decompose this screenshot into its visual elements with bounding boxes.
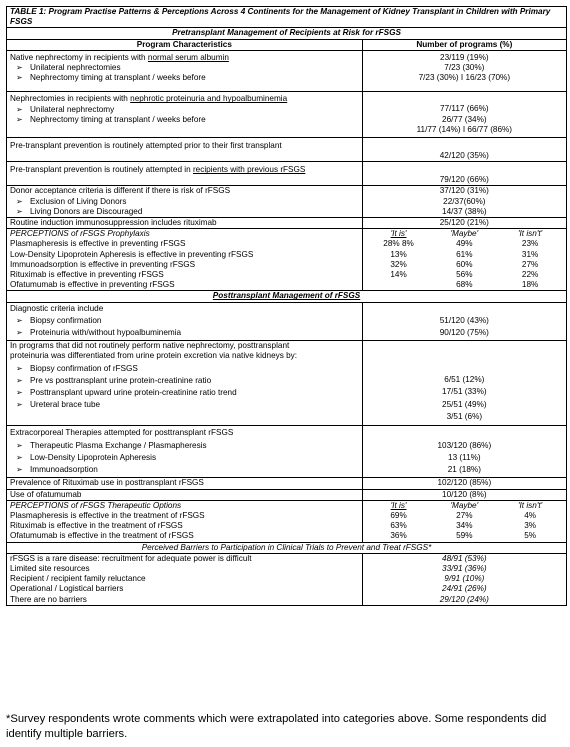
row-value: 6/51 (12%) <box>444 375 485 385</box>
row-value: 103/120 (86%) <box>437 440 492 450</box>
bullet-arrow-icon: ➢ <box>16 465 23 475</box>
row-value: 79/120 (66%) <box>439 175 489 185</box>
bullet-arrow-icon: ➢ <box>16 363 23 373</box>
barrier-label: There are no barriers <box>10 594 87 604</box>
barrier-label: Limited site resources <box>10 563 90 573</box>
perception-maybe: 27% <box>456 510 473 520</box>
row-value: 13 (11%) <box>448 452 481 462</box>
perception-no: 3% <box>524 521 537 531</box>
perception-maybe: 60% <box>456 259 473 269</box>
title-row <box>7 7 567 28</box>
perception-header-maybe: 'Maybe' <box>450 229 479 239</box>
perception-no: 23% <box>521 239 539 249</box>
pretransplant-header-row <box>7 28 567 39</box>
perception-label: Low-Density Lipoprotein Apheresis is effective in preventing rFSGS <box>10 249 254 259</box>
row-value: 42/120 (35%) <box>439 151 489 161</box>
row-value: 3/51 (6%) <box>446 411 483 421</box>
perception-no: 31% <box>521 249 539 259</box>
row-label: Use of ofatumumab <box>7 489 363 500</box>
bullet-arrow-icon: ➢ <box>16 452 23 462</box>
bullet-arrow-icon: ➢ <box>16 206 23 216</box>
row-value: 17/51 (33%) <box>442 387 487 397</box>
barrier-label: rFSGS is a rare disease: recruitment for adequate power is difficult <box>10 553 252 563</box>
table-row <box>7 302 567 341</box>
barriers-header-row <box>7 542 567 553</box>
row-value: 25/51 (49%) <box>442 399 487 409</box>
row-value: 102/120 (85%) <box>362 478 566 489</box>
barrier-value: 24/91 (26%) <box>442 584 487 594</box>
bullet-arrow-icon: ➢ <box>16 375 23 385</box>
bullet-label: Biopsy confirmation <box>30 315 102 325</box>
perception-label: Ofatumumab is effective in the treatment of rFSGS <box>10 531 194 541</box>
perception-maybe: 49% <box>456 239 473 249</box>
perceptions-heading: PERCEPTIONS of rFSGS Therapeutic Options <box>10 500 182 510</box>
row-value: 37/120 (31%) <box>439 186 489 196</box>
row-label: Pre-transplant prevention is routinely attempted in <box>10 165 193 175</box>
row-value: 7/23 (30%) <box>444 63 485 73</box>
bullet-arrow-icon: ➢ <box>16 114 23 124</box>
bullet-arrow-icon: ➢ <box>16 196 23 206</box>
perception-no: 5% <box>524 531 537 541</box>
bullet-arrow-icon: ➢ <box>16 315 23 325</box>
barrier-label: Recipient / recipient family reluctance <box>10 574 146 584</box>
table-row <box>7 341 567 425</box>
program-table <box>6 6 567 606</box>
table-row <box>7 218 567 229</box>
barrier-value: 33/91 (36%) <box>442 563 487 573</box>
perception-label: Rituximab is effective in preventing rFSGS <box>10 270 164 280</box>
row-label-underlined: nephrotic proteinuria and hypoalbuminemia <box>130 94 288 104</box>
perception-yes: 28% 8% <box>383 239 414 249</box>
bullet-label: Ureteral brace tube <box>30 400 101 410</box>
table-row <box>7 478 567 489</box>
perception-yes: 69% <box>390 510 407 520</box>
perception-yes: 32% <box>390 259 407 269</box>
bullet-label: Pre vs posttransplant urine protein-creatinine ratio <box>30 375 212 385</box>
col-header-characteristics: Program Characteristics <box>7 39 363 50</box>
row-value: 21 (18%) <box>447 464 481 474</box>
bullet-arrow-icon: ➢ <box>16 104 23 114</box>
barrier-value: 48/91 (53%) <box>442 553 487 563</box>
table-row <box>7 162 567 186</box>
perception-yes: 36% <box>390 531 407 541</box>
row-label: In programs that did not routinely perform native nephrectomy, posttransplant <box>10 341 290 351</box>
perception-header-no: 'It isn't' <box>517 500 543 510</box>
row-label: proteinuria was differentiated from urine protein excretion via native kidneys by: <box>10 351 298 361</box>
row-label-underlined: normal serum albumin <box>147 52 229 62</box>
perception-yes: 63% <box>390 521 407 531</box>
perception-header-yes: 'It is' <box>390 500 407 510</box>
bullet-label: Therapeutic Plasma Exchange / Plasmapheresis <box>30 440 207 450</box>
bullet-label: Exclusion of Living Donors <box>30 196 127 206</box>
perception-maybe: 61% <box>456 249 473 259</box>
row-label: Pre-transplant prevention is routinely attempted prior to their first transplant <box>10 141 282 151</box>
row-value: 10/120 (8%) <box>362 489 566 500</box>
row-label: Extracorporeal Therapies attempted for posttransplant rFSGS <box>10 427 234 437</box>
prophylaxis-perceptions-row <box>7 229 567 291</box>
bullet-arrow-icon: ➢ <box>16 400 23 410</box>
perception-maybe: 56% <box>456 270 473 280</box>
perception-label: Plasmapheresis is effective in the treatment of rFSGS <box>10 510 205 520</box>
perception-label: Ofatumumab is effective in preventing rFSGS <box>10 280 175 290</box>
row-value: 11/77 (14%) I 66/77 (86%) <box>416 124 513 134</box>
perception-no: 4% <box>524 510 537 520</box>
row-label-underlined: recipients with previous rFSGS <box>192 165 306 175</box>
bullet-arrow-icon: ➢ <box>16 388 23 398</box>
table-row <box>7 138 567 162</box>
row-value: 7/23 (30%) I 16/23 (70%) <box>418 73 511 83</box>
bullet-arrow-icon: ➢ <box>16 440 23 450</box>
bullet-arrow-icon: ➢ <box>16 73 23 83</box>
footnote: *Survey respondents wrote comments which were extrapolated into categories above. Some respondents did identify multiple barriers. <box>6 713 547 740</box>
row-label: Diagnostic criteria include <box>10 303 104 313</box>
perception-no: 27% <box>521 259 539 269</box>
perception-maybe: 34% <box>456 521 473 531</box>
pretransplant-header: Pretransplant Management of Recipients at Risk for rFSGS <box>7 28 567 39</box>
bullet-label: Unilateral nephrectomies <box>30 63 121 73</box>
perception-label: Plasmapheresis is effective in preventing rFSGS <box>10 239 186 249</box>
perception-header-yes: 'It is' <box>390 229 407 239</box>
barriers-row <box>7 553 567 605</box>
perception-yes: 13% <box>390 249 407 259</box>
table-row <box>7 425 567 478</box>
col-header-number: Number of programs (%) <box>362 39 566 50</box>
row-label: Native nephrectomy in recipients with <box>10 52 148 62</box>
row-value: 14/37 (38%) <box>442 206 487 216</box>
perception-no: 18% <box>521 280 539 290</box>
table-row <box>7 50 567 92</box>
row-value: 77/117 (66%) <box>440 104 489 114</box>
row-value: 23/119 (19%) <box>440 52 489 62</box>
bullet-label: Living Donors are Discouraged <box>30 206 143 216</box>
row-label: Prevalence of Rituximab use in posttransplant rFSGS <box>7 478 363 489</box>
therapeutic-perceptions-row <box>7 500 567 542</box>
bullet-label: Nephrectomy timing at transplant / weeks before <box>30 73 206 83</box>
perceptions-heading: PERCEPTIONS of rFSGS Prophylaxis <box>10 229 150 239</box>
posttransplant-header-row <box>7 291 567 302</box>
bullet-label: Immunoadsorption <box>30 465 98 475</box>
bullet-arrow-icon: ➢ <box>16 328 23 338</box>
row-value: 25/120 (21%) <box>362 218 566 229</box>
bullet-label: Low-Density Lipoprotein Apheresis <box>30 452 157 462</box>
perception-header-no: 'It isn't' <box>517 229 543 239</box>
row-value: 22/37(60%) <box>443 196 486 206</box>
row-label: Routine induction immunosuppression includes rituximab <box>7 218 363 229</box>
perception-yes: 14% <box>390 270 407 280</box>
bullet-label: Unilateral nephrectomy <box>30 104 115 114</box>
table-row <box>7 92 567 138</box>
bullet-label: Biopsy confirmation of rFSGS <box>30 363 138 373</box>
bullet-label: Posttransplant upward urine protein-creatinine ratio trend <box>30 388 237 398</box>
table-title: TABLE 1: Program Practise Patterns & Perceptions Across 4 Continents for the Management of Kidney Transplant in Children with Primary FSGS <box>7 7 567 28</box>
table-row <box>7 186 567 218</box>
barrier-label: Operational / Logistical barriers <box>10 584 124 594</box>
bullet-arrow-icon: ➢ <box>16 63 23 73</box>
column-header-row <box>7 39 567 50</box>
row-value: 90/120 (75%) <box>439 327 489 337</box>
perception-yes <box>366 280 432 290</box>
perception-maybe: 68% <box>456 280 473 290</box>
barrier-value: 29/120 (24%) <box>439 594 489 604</box>
row-value: 51/120 (43%) <box>439 315 489 325</box>
table-row <box>7 489 567 500</box>
row-label: Donor acceptance criteria is different if there is risk of rFSGS <box>10 186 231 196</box>
bullet-label: Nephrectomy timing at transplant / weeks before <box>30 114 206 124</box>
row-value: 26/77 (34%) <box>442 114 487 124</box>
posttransplant-header: Posttransplant Management of rFSGS <box>212 291 361 301</box>
barrier-value: 9/91 (10%) <box>444 574 485 584</box>
perception-maybe: 59% <box>456 531 473 541</box>
perception-label: Rituximab is effective in the treatment of rFSGS <box>10 521 183 531</box>
perception-header-maybe: 'Maybe' <box>450 500 479 510</box>
perception-label: Immunoadsorption is effective in preventing rFSGS <box>10 259 196 269</box>
barriers-header: Perceived Barriers to Participation in Clinical Trials to Prevent and Treat rFSGS* <box>7 542 567 553</box>
perception-no: 22% <box>521 270 539 280</box>
bullet-label: Proteinuria with/without hypoalbuminemia <box>30 328 182 338</box>
row-label: Nephrectomies in recipients with <box>10 94 131 104</box>
